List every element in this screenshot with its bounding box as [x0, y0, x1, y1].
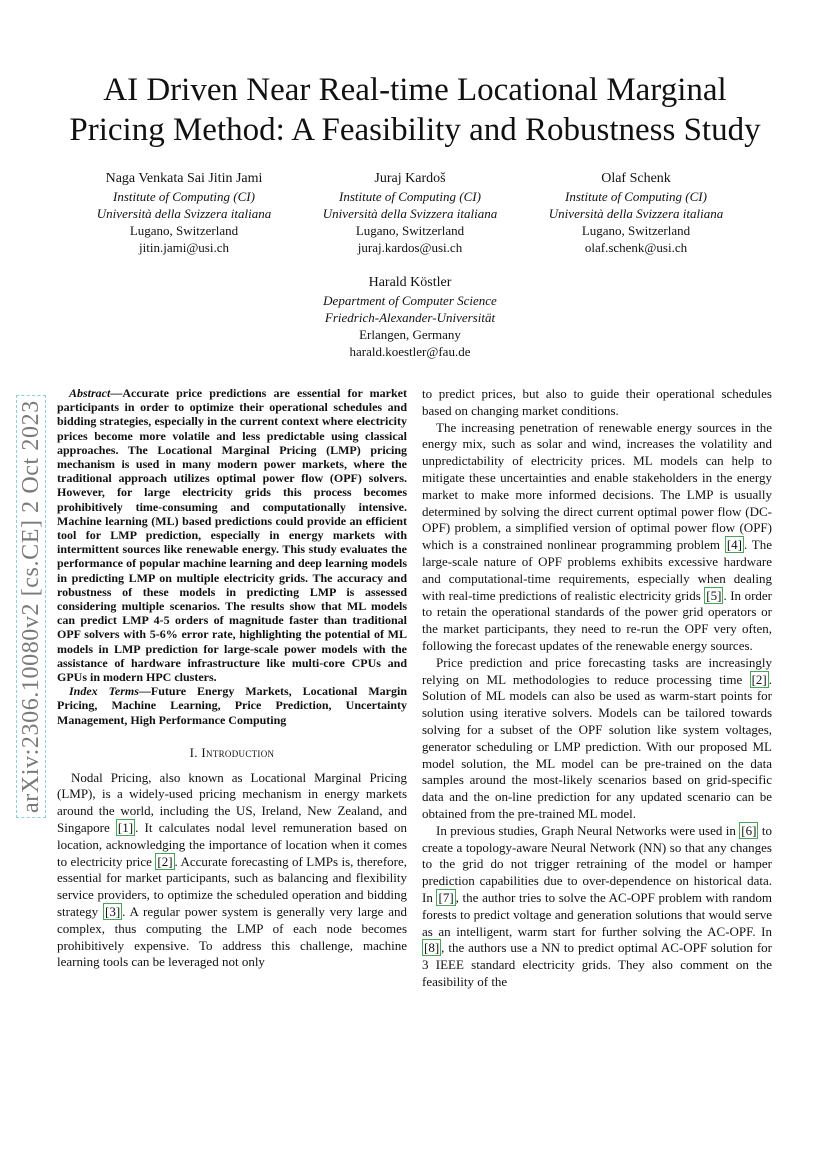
text-run: Nodal Pricing, also known as Locational Marginal Pricing (LMP), is a widely-used pricing mechanism in energy markets around the world, including the US, Ireland, New Zealand, and Singapore — [57, 769, 407, 836]
title-line-2: Pricing Method: A Feasibility and Robustness Study — [69, 112, 761, 148]
section-heading — [57, 745, 407, 762]
author-email[interactable]: jitin.jami@usi.ch — [139, 240, 229, 255]
author-name: Naga Venkata Sai Jitin Jami — [105, 171, 263, 186]
text-run: . It calculates nodal level remuneration based on location, acknowledging the importance of location when it comes to electricity price — [57, 820, 407, 869]
intro-paragraph-1 — [57, 770, 407, 972]
citation-link[interactable]: [6] — [741, 822, 757, 838]
abstract-label: Abstract — [69, 386, 111, 400]
section-title: Introduction — [201, 744, 275, 760]
title-line-1: AI Driven Near Real-time Locational Marginal — [103, 72, 727, 108]
index-terms — [57, 684, 407, 727]
author-block-4 — [310, 274, 510, 360]
author-institution: Università della Svizzera italiana — [322, 206, 498, 221]
author-location: Lugano, Switzerland — [355, 223, 465, 238]
text-run: to create a topology-aware Neural Network (NN) so that any changes to the grid do not trigger retraining of the model or hamper prediction capabilities due to over-dependence on historical data. In — [422, 822, 772, 905]
abstract — [57, 386, 407, 684]
author-email[interactable]: harald.koestler@fau.de — [349, 344, 471, 359]
text-run: . Solution of ML models can also be used as warm-start points for solution using iterative solvers. Models can be tailored towards solving for a subset of the OPF solution like system voltages, generator scheduling or LMP prediction. With our proposed ML model solution, the ML model can be pre-trained on the data samples around the most-likely scenarios based on grid-specific data and the on-line prediction for any updated scenario can be obtained from the pre-trained ML model. — [422, 671, 772, 821]
text-run: Price prediction and price forecasting tasks are increasingly relying on ML methodologies to reduce processing time — [422, 654, 772, 687]
intro-paragraph-3 — [422, 655, 772, 823]
author-affiliation: Institute of Computing (CI) — [565, 189, 707, 204]
text-run: , the author tries to solve the AC-OPF problem with random forests to predict voltage and generation solutions that would serve as an intelligent, warm start for further solving the AC-OPF. In — [422, 889, 772, 939]
text-run: . The large-scale nature of OPF problems exhibits excessive hardware and computational-time requirements, especially when dealing with real-time predictions of realistic electricity grids — [422, 537, 772, 603]
author-affiliation: Institute of Computing (CI) — [339, 189, 481, 204]
left-column — [57, 386, 407, 971]
intro-paragraph-continued: to predict prices, but also to guide their operational schedules based on changing market conditions. — [422, 386, 772, 418]
citation-link[interactable]: [4] — [726, 537, 742, 553]
author-email[interactable]: juraj.kardos@usi.ch — [357, 240, 463, 255]
citation-link[interactable]: [5] — [706, 587, 722, 603]
author-name: Juraj Kardoš — [374, 171, 446, 186]
paper-title — [40, 70, 790, 150]
author-location: Erlangen, Germany — [359, 327, 461, 342]
author-name: Olaf Schenk — [601, 171, 671, 186]
text-run: The increasing penetration of renewable energy sources in the energy mix, such as solar and wind, increases the volatility and unpredictability of electricity prices. ML models can help to mitigate these uncertainties and enable stakeholders in the energy market to make more informed decisions. The LMP is usually determined by solving the direct current optimal power flow (DC-OPF) problem, a simplified version of optimal power flow (OPF) which is a constrained nonlinear programming problem — [422, 419, 772, 553]
section-number: I. — [189, 744, 198, 760]
author-institution: Università della Svizzera italiana — [548, 206, 724, 221]
citation-link[interactable]: [2] — [157, 853, 173, 869]
right-column — [422, 386, 772, 991]
citation-link[interactable]: [1] — [117, 820, 134, 836]
author-name: Harald Köstler — [368, 275, 452, 290]
text-run: . Accurate forecasting of LMPs is, therefore, essential for market participants, such as balancing and flexibility service providers, to optimize the scheduled operation and bidding strategy — [57, 853, 407, 920]
author-email[interactable]: olaf.schenk@usi.ch — [584, 240, 688, 255]
citation-link[interactable]: [3] — [105, 904, 121, 920]
text-run: . A regular power system is generally very large and complex, thus computing the LMP of each node becomes prohibitively expensive. To address this challenge, machine learning tools can be leveraged not only — [57, 904, 407, 970]
citation-link[interactable]: [2] — [751, 671, 767, 687]
author-institution: Friedrich-Alexander-Universität — [324, 310, 496, 325]
index-terms-text: —Future Energy Markets, Locational Margin Pricing, Machine Learning, Price Prediction, Uncertainty Management, High Performance Computing — [57, 684, 407, 727]
citation-link[interactable]: [7] — [438, 889, 454, 905]
text-run: In previous studies, Graph Neural Networks were used in — [436, 822, 740, 838]
text-run: , the authors use a NN to predict optimal AC-OPF solution for 3 IEEE standard electricity grids. They also comment on the feasibility of the — [422, 940, 772, 989]
intro-paragraph-2 — [422, 420, 772, 655]
intro-paragraph-4 — [422, 823, 772, 991]
text-run: . In order to retain the operational standards of the power grid operators or the market participants, they need to re-run the OPF very often, following the forecast updates of the renewable energy sources. — [422, 587, 772, 653]
author-location: Lugano, Switzerland — [129, 223, 239, 238]
author-block-2 — [310, 170, 510, 256]
author-institution: Università della Svizzera italiana — [96, 206, 272, 221]
author-block-3 — [536, 170, 736, 256]
index-terms-label: Index Terms — [69, 684, 139, 699]
author-affiliation: Department of Computer Science — [323, 293, 497, 308]
author-affiliation: Institute of Computing (CI) — [113, 189, 255, 204]
author-block-1 — [84, 170, 284, 256]
abstract-text: —Accurate price predictions are essential for market participants in order to optimize their operational schedules and bidding strategies, especially in the current context where electricity prices become more volatile and less predictable using classical approaches. The Locational Marginal Pricing (LMP) pricing mechanism is used in many modern power markets, where the traditional approach utilizes optimal power flow (OPF) solvers. However, for large electricity grids this process becomes prohibitively time-consuming and computationally intensive. Machine learning (ML) based predictions could provide an efficient tool for LMP prediction, especially in energy markets with intermittent sources like renewable energy. This study evaluates the performance of popular machine learning and deep learning models in predicting LMP on multiple electricity grids. The accuracy and robustness of these models in predicting LMP is assessed considering multiple scenarios. The results show that ML models can predict LMP 4-5 orders of magnitude faster than traditional OPF solvers with 5-6% error rate, highlighting the potential of ML models in LMP prediction for large-scale power models with the assistance of hardware infrastructure like multi-core CPUs and GPUs in modern HPC clusters. — [57, 386, 407, 685]
author-location: Lugano, Switzerland — [581, 223, 691, 238]
arxiv-identifier[interactable]: arXiv:2306.10080v2 [cs.CE] 2 Oct 2023 — [16, 395, 46, 818]
citation-link[interactable]: [8] — [424, 940, 440, 956]
